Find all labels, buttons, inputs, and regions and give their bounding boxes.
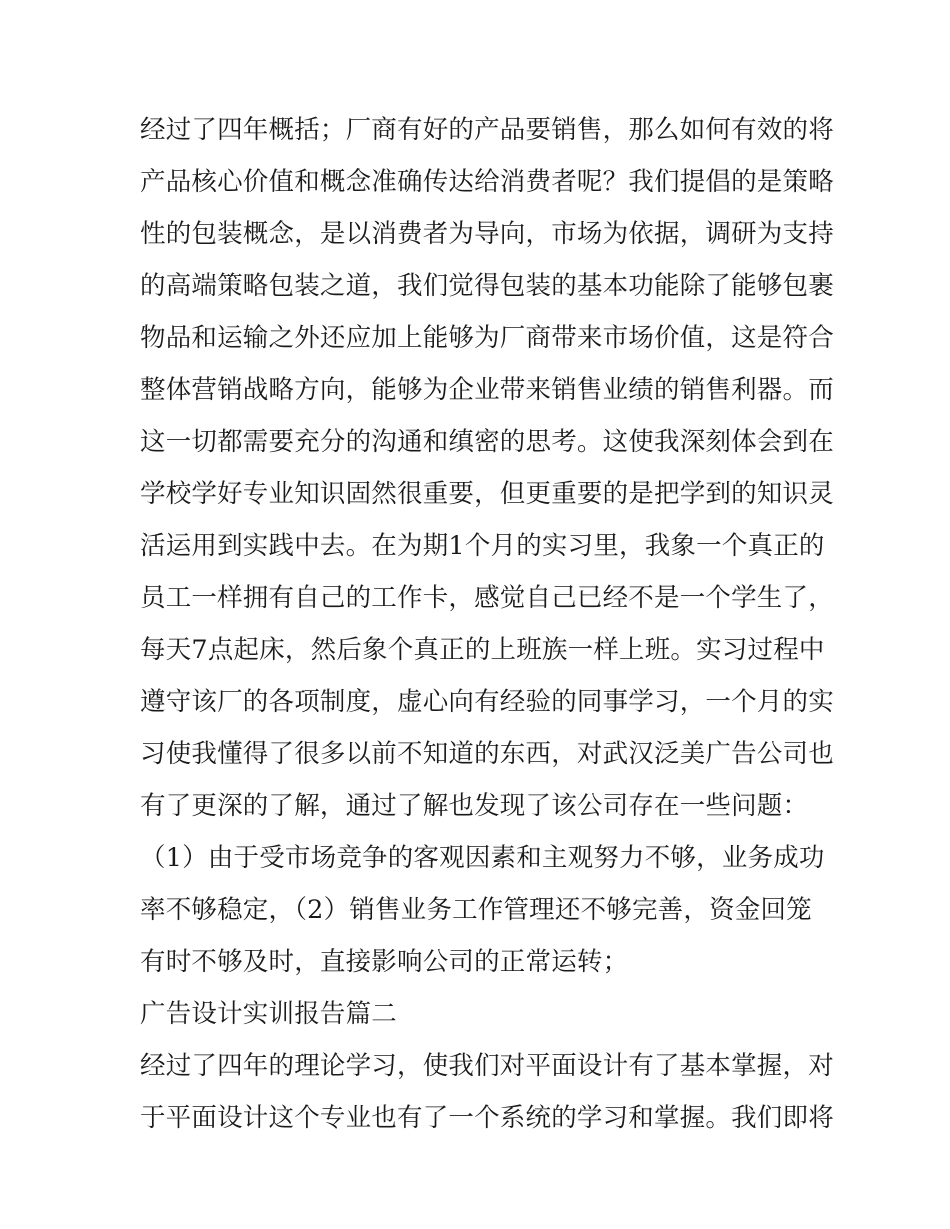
- text-line: 整体营销战略方向，能够为企业带来销售业绩的销售利器。而: [140, 375, 834, 405]
- text-line: 有时不够及时，直接影响公司的正常运转；: [140, 947, 629, 977]
- text-line: 有了更深的了解，通过了解也发现了该公司存在一些问题：: [140, 791, 809, 821]
- text-line: 产品核心价值和概念准确传达给消费者呢？我们提倡的是策略: [140, 167, 834, 197]
- text-line: （1）由于受市场竞争的客观因素和主观努力不够，业务成功: [140, 843, 825, 873]
- text-line: 性的包装概念，是以消费者为导向，市场为依据，调研为支持: [140, 219, 834, 249]
- section-heading: 广告设计实训报告篇二: [140, 999, 398, 1029]
- text-line: 经过了四年概括；厂商有好的产品要销售，那么如何有效的将: [140, 115, 834, 145]
- text-line: 每天7点起床，然后象个真正的上班族一样上班。实习过程中: [140, 635, 825, 665]
- text-line: 的高端策略包装之道，我们觉得包装的基本功能除了能够包裹: [140, 271, 834, 301]
- text-line: 活运用到实践中去。在为期1个月的实习里，我象一个真正的: [140, 531, 825, 561]
- text-line: 员工一样拥有自己的工作卡，感觉自己已经不是一个学生了，: [140, 583, 834, 613]
- text-line: 经过了四年的理论学习，使我们对平面设计有了基本掌握，对: [140, 1051, 834, 1081]
- text-line: 于平面设计这个专业也有了一个系统的学习和掌握。我们即将: [140, 1103, 834, 1133]
- text-line: 遵守该厂的各项制度，虚心向有经验的同事学习，一个月的实: [140, 687, 834, 717]
- text-line: 物品和运输之外还应加上能够为厂商带来市场价值，这是符合: [140, 323, 834, 353]
- text-line: 率不够稳定，（2）销售业务工作管理还不够完善，资金回笼: [140, 895, 812, 925]
- text-line: 学校学好专业知识固然很重要，但更重要的是把学到的知识灵: [140, 479, 834, 509]
- text-line: 这一切都需要充分的沟通和缜密的思考。这使我深刻体会到在: [140, 427, 834, 457]
- text-line: 习使我懂得了很多以前不知道的东西，对武汉泛美广告公司也: [140, 739, 834, 769]
